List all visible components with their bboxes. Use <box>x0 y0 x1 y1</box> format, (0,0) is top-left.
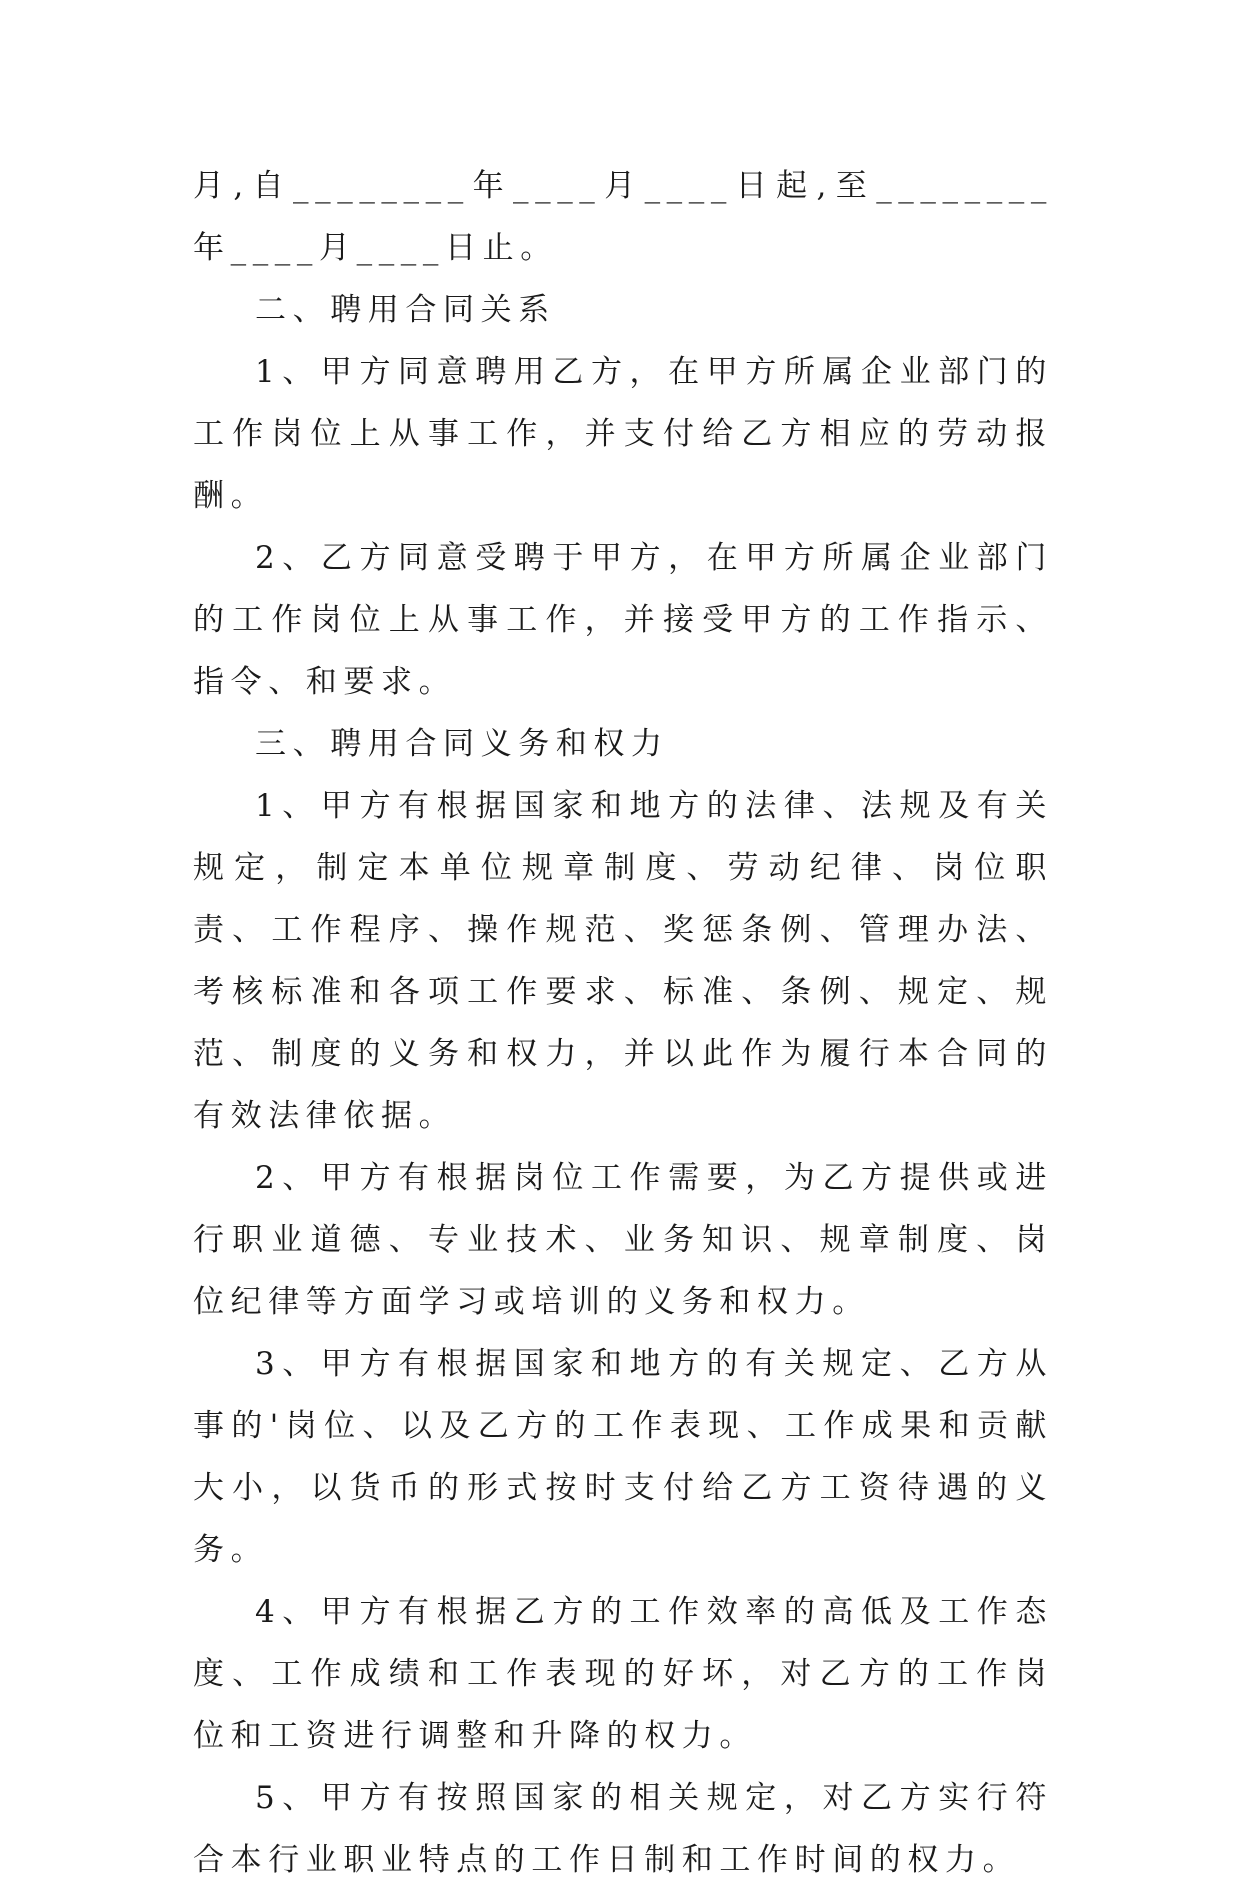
paragraph-term-dates: 月,自________年____月____日起,至________年____月____日止。 <box>193 168 1053 266</box>
section-heading-2: 二、聘用合同关系 <box>255 292 556 328</box>
paragraph-3-5: 5、甲方有按照国家的相关规定，对乙方实行符合本行业职业特点的工作日制和工作时间的权力。 <box>193 1780 1053 1878</box>
section-heading-3: 三、聘用合同义务和权力 <box>255 726 669 762</box>
paragraph-3-3: 3、甲方有根据国家和地方的有关规定、乙方从事的'岗位、以及乙方的工作表现、工作成果和贡献大小，以货币的形式按时支付给乙方工资待遇的义务。 <box>193 1346 1053 1568</box>
paragraph-3-1: 1、甲方有根据国家和地方的法律、法规及有关规定，制定本单位规章制度、劳动纪律、岗位职责、工作程序、操作规范、奖惩条例、管理办法、考核标准和各项工作要求、标准、条例、规定、规范、制度的义务和权力，并以此作为履行本合同的有效法律依据。 <box>193 788 1053 1134</box>
paragraph-3-2: 2、甲方有根据岗位工作需要，为乙方提供或进行职业道德、专业技术、业务知识、规章制度、岗位纪律等方面学习或培训的义务和权力。 <box>193 1160 1053 1320</box>
paragraph-2-2: 2、乙方同意受聘于甲方，在甲方所属企业部门的工作岗位上从事工作，并接受甲方的工作指示、指令、和要求。 <box>193 540 1053 700</box>
paragraph-2-1: 1、甲方同意聘用乙方，在甲方所属企业部门的工作岗位上从事工作，并支付给乙方相应的劳动报酬。 <box>193 354 1053 514</box>
contract-body <box>193 155 1053 1891</box>
paragraph-3-4: 4、甲方有根据乙方的工作效率的高低及工作态度、工作成绩和工作表现的好坏，对乙方的工作岗位和工资进行调整和升降的权力。 <box>193 1594 1053 1754</box>
